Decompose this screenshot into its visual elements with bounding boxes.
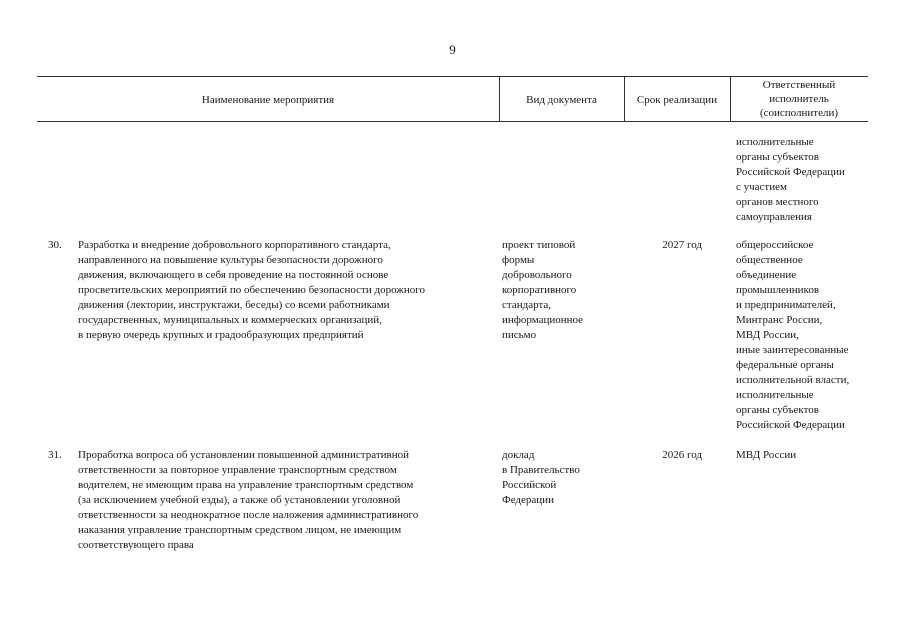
text-line: стандарта,: [502, 299, 552, 311]
text-line: МВД России: [736, 449, 797, 461]
row-term: 2026 год: [662, 449, 702, 461]
text-line: движения (лектории, инструктажи, беседы) со всеми работниками: [78, 299, 390, 311]
row-document-type: [502, 448, 580, 508]
text-line: проект типовой: [502, 239, 576, 251]
header-top-rule: [37, 76, 868, 77]
row-term: 2027 год: [662, 239, 702, 251]
text-line: органы субъектов: [736, 151, 819, 163]
header-bottom-rule: [37, 121, 868, 122]
header-term: Срок реализации: [636, 94, 718, 106]
header-name: Наименование мероприятия: [201, 94, 335, 106]
text-line: промышленников: [736, 284, 820, 296]
row-number: 30.: [48, 239, 62, 251]
page-number: 9: [449, 42, 456, 57]
text-line: ответственности за неоднократное после наложения административного: [78, 509, 419, 521]
row-document-type: [502, 238, 583, 343]
header-document-type: Вид документа: [526, 94, 597, 106]
header-responsible-line: (соисполнители): [759, 107, 839, 119]
text-line: доклад: [502, 449, 535, 461]
text-line: добровольного: [502, 269, 572, 281]
header-responsible: [730, 78, 868, 120]
row-name: [78, 238, 425, 343]
text-line: с участием: [736, 181, 787, 193]
text-line: в первую очередь крупных и градообразующих предприятий: [78, 329, 364, 341]
row-name: [78, 448, 418, 553]
text-line: (за исключением учебной езды), а также об установлении уголовной: [78, 494, 401, 506]
text-line: общественное: [736, 254, 803, 266]
text-line: иные заинтересованные: [736, 344, 849, 356]
text-line: Российской: [502, 479, 557, 491]
text-line: МВД России,: [736, 329, 799, 341]
text-line: соответствующего права: [78, 539, 194, 551]
text-line: исполнительные: [736, 389, 814, 401]
text-line: Российской Федерации: [736, 419, 845, 431]
text-line: самоуправления: [736, 211, 812, 223]
text-line: водителем, не имеющим права на управление транспортным средством: [78, 479, 414, 491]
text-line: направленного на повышение культуры безопасности дорожного: [78, 254, 383, 266]
text-line: объединение: [736, 269, 797, 281]
row-responsible: [736, 238, 849, 433]
text-line: письмо: [502, 329, 537, 341]
text-line: общероссийское: [736, 239, 814, 251]
text-line: и предпринимателей,: [736, 299, 836, 311]
text-line: Разработка и внедрение добровольного корпоративного стандарта,: [78, 239, 391, 251]
text-line: формы: [502, 254, 535, 266]
text-line: корпоративного: [502, 284, 577, 296]
text-line: наказания управление транспортным средством лицом, не имеющим: [78, 524, 402, 536]
text-line: в Правительство: [502, 464, 580, 476]
text-line: Минтранс России,: [736, 314, 823, 326]
header-responsible-line: исполнитель: [769, 93, 829, 105]
text-line: Проработка вопроса об установлении повышенной административной: [78, 449, 410, 461]
text-line: исполнительные: [736, 136, 814, 148]
text-line: просветительских мероприятий по обеспечению безопасности дорожного: [78, 284, 426, 296]
text-line: государственных, муниципальных и коммерческих организаций,: [78, 314, 382, 326]
carryover-responsible: [736, 135, 845, 225]
text-line: органы субъектов: [736, 404, 819, 416]
row-responsible: [736, 448, 796, 463]
text-line: федеральные органы: [736, 359, 834, 371]
text-line: ответственности за повторное управление транспортным средством: [78, 464, 397, 476]
header-responsible-line: Ответственный: [762, 79, 836, 91]
text-line: исполнительной власти,: [736, 374, 850, 386]
text-line: информационное: [502, 314, 584, 326]
row-number: 31.: [48, 449, 62, 461]
text-line: Российской Федерации: [736, 166, 845, 178]
text-line: органов местного: [736, 196, 819, 208]
text-line: движения, включающего в себя проведение на постоянной основе: [78, 269, 389, 281]
text-line: Федерации: [502, 494, 554, 506]
